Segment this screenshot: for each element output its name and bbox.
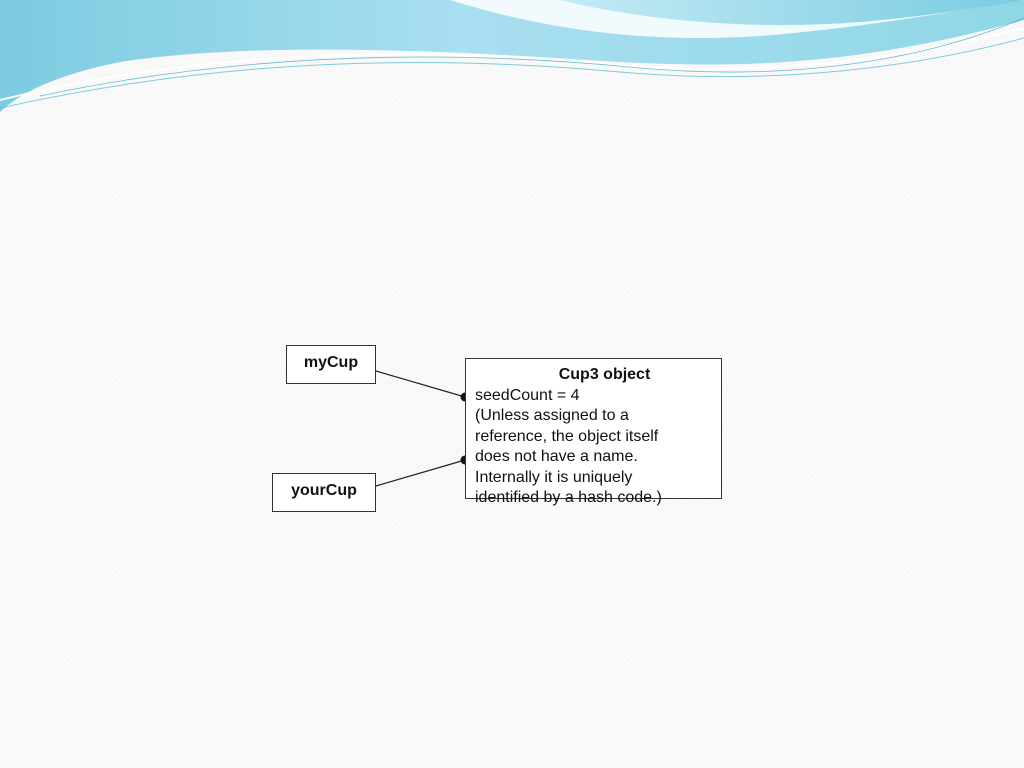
object-line: identified by a hash code.) <box>475 489 662 506</box>
object-line: seedCount = 4 <box>475 386 580 404</box>
cup3-object-text <box>475 365 720 509</box>
reference-mycup: myCup <box>286 345 376 384</box>
object-line: (Unless assigned to a <box>475 407 629 424</box>
mycup-connector-line <box>376 371 465 397</box>
object-line: does not have a name. <box>475 448 638 465</box>
object-title: Cup3 object <box>558 366 651 383</box>
object-line: reference, the object itself <box>475 427 659 445</box>
reference-yourcup: yourCup <box>272 473 376 512</box>
object-line: Internally it is uniquely <box>475 468 633 486</box>
yourcup-connector-line <box>376 460 465 486</box>
